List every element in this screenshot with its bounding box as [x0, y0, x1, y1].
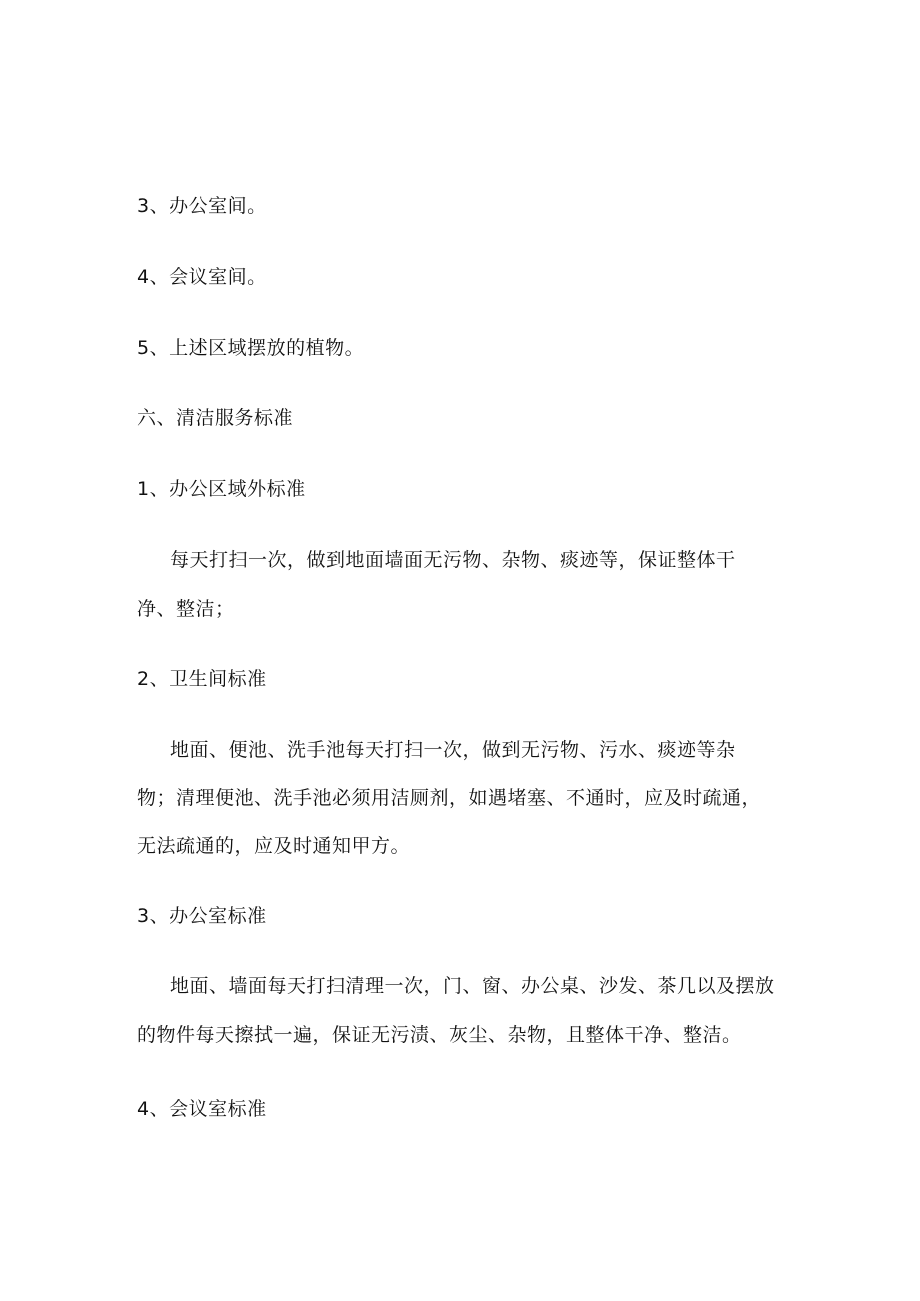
paragraph-line: 物；清理便池、洗手池必须用洁厕剂，如遇堵塞、不通时，应及时疏通，: [137, 787, 762, 809]
list-item-meeting-room: 4、会议室间。: [137, 266, 267, 288]
paragraph-line: 无法疏通的，应及时通知甲方。: [137, 835, 411, 857]
list-item-plants: 5、上述区域摆放的植物。: [137, 337, 365, 359]
subheading-meeting-room-standard: 4、会议室标准: [137, 1098, 267, 1120]
paragraph-line: 每天打扫一次，做到地面墙面无污物、杂物、痰迹等，保证整体干: [170, 549, 736, 571]
subheading-outside-office-standard: 1、办公区域外标准: [137, 478, 306, 500]
subheading-restroom-standard: 2、卫生间标准: [137, 668, 267, 690]
subheading-office-standard: 3、办公室标准: [137, 905, 267, 927]
paragraph-line: 净、整洁；: [137, 598, 235, 620]
paragraph-line: 的物件每天擦拭一遍，保证无污渍、灰尘、杂物，且整体干净、整洁。: [137, 1024, 742, 1046]
paragraph-line: 地面、墙面每天打扫清理一次，门、窗、办公桌、沙发、茶几以及摆放: [170, 975, 775, 997]
section-heading-cleaning-standards: 六、清洁服务标准: [137, 407, 294, 429]
paragraph-line: 地面、便池、洗手池每天打扫一次，做到无污物、污水、痰迹等杂: [170, 739, 736, 761]
list-item-office-room: 3、办公室间。: [137, 195, 267, 217]
